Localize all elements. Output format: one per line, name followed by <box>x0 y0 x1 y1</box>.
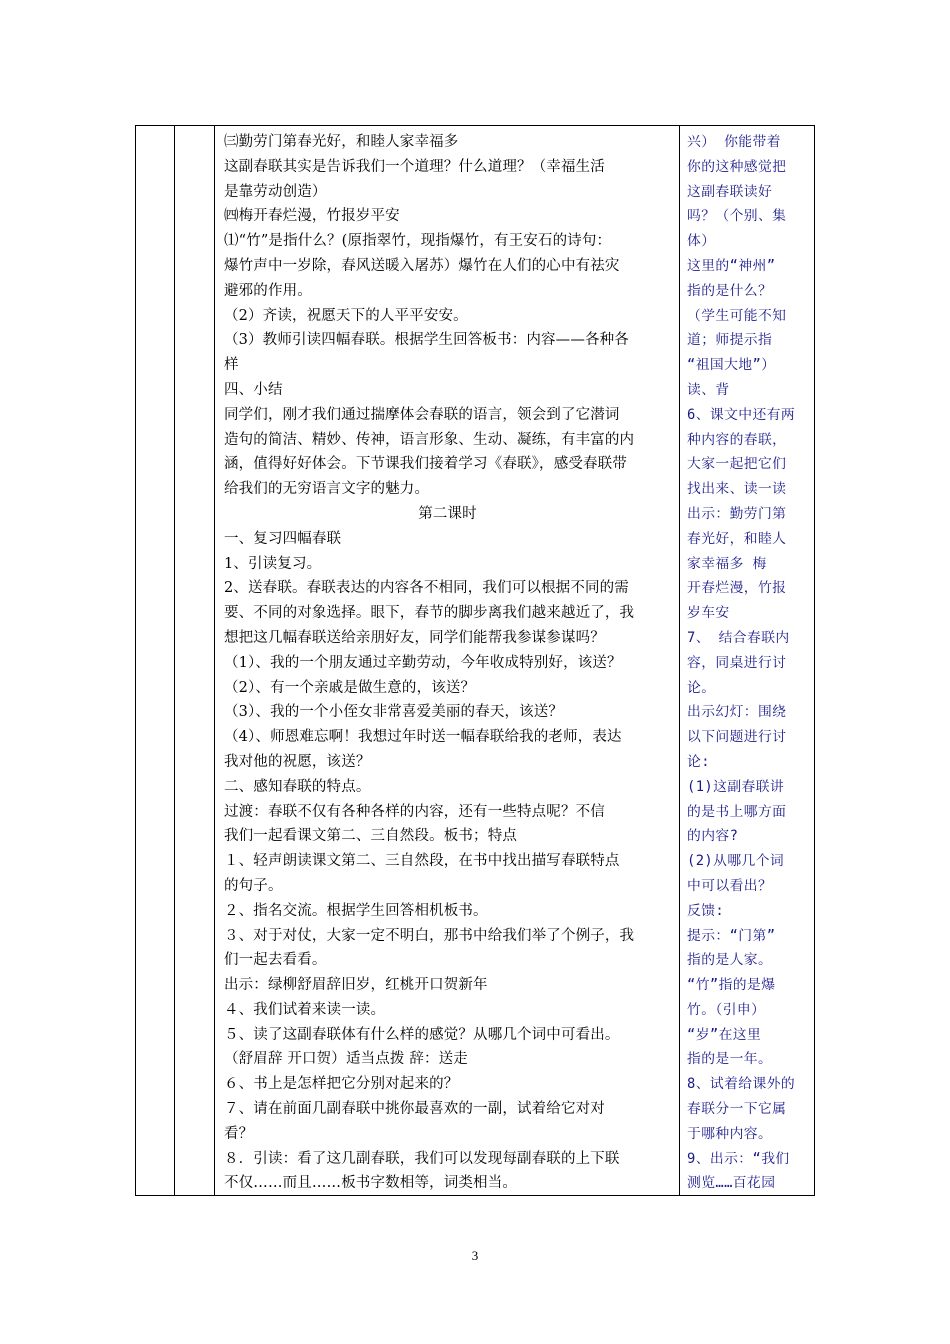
main-text-line: 1、引读复习。 <box>224 555 322 572</box>
note-text-line: 找出来、读一读 <box>687 481 787 498</box>
note-text-line: 测览……百花园 <box>687 1175 776 1192</box>
note-text-line: 这副春联读好 <box>687 183 773 200</box>
note-text-line: 兴） 你能带着 <box>687 134 781 150</box>
main-text-line: 一、复习四幅春联 <box>224 530 342 547</box>
note-text-line: 大家一起把它们 <box>687 456 787 473</box>
note-text-line: 反馈: <box>687 902 725 919</box>
main-text-line: 给我们的无穷语言文字的魅力。 <box>224 481 430 498</box>
main-text-line: ㈢勤劳门第春光好，和睦人家幸福多 <box>224 134 459 150</box>
main-text-line: （2）齐读，祝愿天下的人平平安安。 <box>224 307 468 324</box>
note-text-line: 读、背 <box>687 381 730 398</box>
note-text-line: 岁车安 <box>687 605 730 622</box>
note-text-line: 春联分一下它属 <box>687 1101 787 1118</box>
teaching-process-column <box>215 126 680 1195</box>
page-number: 3 <box>471 1248 479 1263</box>
main-text-line: 2、送春联。春联表达的内容各不相同，我们可以根据不同的需 <box>224 580 629 597</box>
main-text-line: 的句子。 <box>224 877 283 894</box>
note-text-line: (2)从哪几个词 <box>687 853 785 870</box>
blank-column-2 <box>175 126 215 1195</box>
note-text-line: 种内容的春联， <box>687 431 787 448</box>
main-text-line: （3）教师引读四幅春联。根据学生回答板书：内容——各种各 <box>224 332 629 349</box>
main-text-line: （2）、有一个亲戚是做生意的，该送？ <box>224 679 476 696</box>
main-text-line: 出示：绿柳舒眉辞旧岁，红桃开口贺新年 <box>224 977 488 994</box>
lesson-plan-table <box>135 125 815 1196</box>
note-text-line: 论: <box>687 753 710 770</box>
main-text-line: 是靠劳动创造） <box>224 183 327 200</box>
main-text-line: 爆竹声中一岁除，春风送暖入屠苏）爆竹在人们的心中有祛灾 <box>224 257 620 274</box>
note-text-line: 容，同桌进行讨 <box>687 654 787 671</box>
note-text-line: 道；师提示指 <box>687 332 773 349</box>
note-text-line: 指的是一年。 <box>687 1051 773 1068</box>
main-text-line: 涵，值得好好体会。下节课我们接着学习《春联》，感受春联带 <box>224 456 627 473</box>
main-text-line: ３、对于对仗，大家一定不明白，那书中给我们举了个例子，我 <box>224 927 635 944</box>
note-text-line: 指的是人家。 <box>687 952 773 969</box>
note-text-line: 吗？（个别、集 <box>687 208 787 225</box>
note-text-line: 于哪种内容。 <box>687 1125 773 1142</box>
note-text-line: 7、 结合春联内 <box>687 629 790 646</box>
note-text-line: 你的这种感觉把 <box>687 158 787 175</box>
blank-column-1 <box>136 126 175 1195</box>
main-text-line: 我对他的祝愿，该送？ <box>224 753 371 770</box>
main-text-line: ７、请在前面几副春联中挑你最喜欢的一副，试着给它对对 <box>224 1101 605 1118</box>
main-text-line: 造句的简洁、精妙、传神，语言形象、生动、凝练，有丰富的内 <box>224 431 635 448</box>
note-text-line: 体） <box>687 233 716 250</box>
main-text-line: 避邪的作用。 <box>224 282 312 299</box>
main-text-line: （3）、我的一个小侄女非常喜爱美丽的春天，该送？ <box>224 704 564 721</box>
note-text-line: 的内容? <box>687 828 739 845</box>
note-text-line: (1)这副春联讲 <box>687 778 785 795</box>
note-text-line: “岁”在这里 <box>687 1026 762 1043</box>
note-text-line: 指的是什么？ <box>687 282 773 299</box>
main-text-line: 我们一起看课文第二、三自然段。板书；特点 <box>224 828 517 845</box>
main-text-line: １、轻声朗读课文第二、三自然段，在书中找出描写春联特点 <box>224 853 620 870</box>
main-text-line: ４、我们试着来读一读。 <box>224 1001 386 1018</box>
note-text-line: 家幸福多 梅 <box>687 555 767 572</box>
main-text-line: 想把这几幅春联送给亲朋好友，同学们能帮我参谋参谋吗？ <box>224 629 605 646</box>
main-text-line: 过渡：春联不仅有各种各样的内容，还有一些特点呢？不信 <box>224 803 605 820</box>
note-text-line: 春光好，和睦人 <box>687 530 787 547</box>
main-text-line: ㈣梅开春烂漫，竹报岁平安 <box>224 208 400 225</box>
main-text-line: ５、读了这副春联体有什么样的感觉？从哪几个词中可看出。 <box>224 1026 620 1043</box>
note-text-line: 以下问题进行讨 <box>687 729 787 746</box>
main-text-line: 们一起去看看。 <box>224 952 327 969</box>
main-text-line: 看？ <box>224 1125 254 1142</box>
note-text-line: 9、出示：“我们 <box>687 1150 790 1167</box>
main-text-line: 二、感知春联的特点。 <box>224 778 371 795</box>
main-text-line: 要、不同的对象选择。眼下，春节的脚步离我们越来越近了，我 <box>224 605 635 622</box>
note-text-line: 论。 <box>687 679 716 696</box>
main-text-line: 同学们，刚才我们通过揣摩体会春联的语言，领会到了它潜词 <box>224 406 620 423</box>
note-text-line: 出示幻灯：围绕 <box>687 704 787 721</box>
note-text-line: 这里的“神州” <box>687 257 776 274</box>
note-text-line: 的是书上哪方面 <box>687 803 787 820</box>
note-text-line: 6、课文中还有两 <box>687 406 796 423</box>
main-text-line: （4）、师恩难忘啊！我想过年时送一幅春联给我的老师，表达 <box>224 729 622 746</box>
main-text-line: 这副春联其实是告诉我们一个道理？什么道理？（幸福生活 <box>224 158 605 175</box>
main-text-line: 样 <box>224 357 239 374</box>
main-text-line: 四、小结 <box>224 381 283 398</box>
main-text-line: ２、指名交流。根据学生回答相机板书。 <box>224 902 488 919</box>
main-text-line: （舒眉辞 开口贺）适当点拨 辞：送走 <box>224 1051 468 1068</box>
note-text-line: 出示：勤劳门第 <box>687 505 787 522</box>
note-text-line: 竹。（引申） <box>687 1001 766 1018</box>
main-text-line: ６、书上是怎样把它分别对起来的？ <box>224 1076 459 1093</box>
note-text-line: 开春烂漫，竹报 <box>687 580 787 597</box>
note-text-line: 8、试着给课外的 <box>687 1076 796 1093</box>
main-text-line: 第二课时 <box>418 505 477 522</box>
note-text-line: 中可以看出？ <box>687 877 773 894</box>
note-text-line: “竹”指的是爆 <box>687 977 776 994</box>
main-text-line: ⑴“竹”是指什么？(原指翠竹，现指爆竹，有王安石的诗句： <box>224 233 612 250</box>
main-text-line: （1）、我的一个朋友通过辛勤劳动，今年收成特别好，该送？ <box>224 654 622 671</box>
main-text-line: ８．引读：看了这几副春联，我们可以发现每副春联的上下联 <box>224 1150 620 1167</box>
note-text-line: （学生可能不知 <box>687 307 787 324</box>
note-text-line: “祖国大地”） <box>687 357 776 374</box>
teacher-notes-column <box>680 126 816 1195</box>
main-text-line: 不仅……而且……板书字数相等，词类相当。 <box>224 1175 517 1192</box>
note-text-line: 提示：“门第” <box>687 927 776 944</box>
